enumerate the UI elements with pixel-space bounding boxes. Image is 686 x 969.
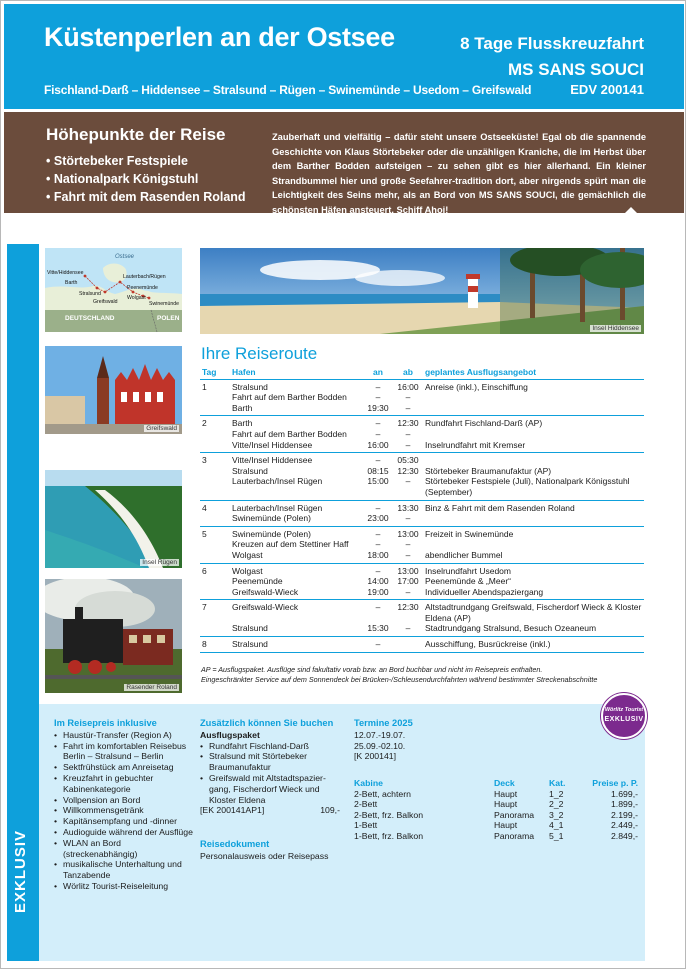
cabins-header-row [354,778,638,789]
cabin-price: 2.199,- [610,809,638,820]
route-row [200,550,644,563]
route-port: Lauterbach/Insel Rügen [230,476,363,500]
route-arrival: 23:00 [363,513,393,526]
route-row [200,476,644,500]
exklusiv-badge [601,693,647,739]
route-excursion [423,513,644,526]
route-day: 6 [202,565,207,576]
route-excursion: Individueller Abendspaziergang [423,587,644,600]
route-summary: Fischland-Darß – Hiddensee – Stralsund – Rügen – Swinemünde – Usedom – Greifswald [44,83,532,97]
route-excursion: Peenemünde & „Meer“ [425,576,511,587]
dates-code: [K 200141] [354,751,397,762]
list-item: • Willkommensgetränk [54,805,194,816]
route-row [200,600,644,624]
route-row [200,587,644,600]
route-row [200,453,644,466]
route-port: Swinemünde (Polen) [232,528,311,539]
col-header-preis: Preise p. P. [592,778,638,788]
route-excursion: Störtebeker Festspiele (Juli), Nationalpark Königsstuhl (September) [423,476,644,500]
route-port: Wolgast [230,550,363,563]
highlights-band [4,112,684,213]
chalk-cliffs-image [45,470,182,568]
route-arrival: – [363,637,393,653]
photo-rasender-roland [45,579,182,693]
col-header-ausflug: geplantes Ausflugsangebot [423,366,644,379]
col-header-kat: Kat. [549,778,566,788]
header-banner [4,4,684,109]
photo-caption: Rasender Roland [126,684,177,691]
route-departure [393,637,423,653]
list-item: • WLAN an Bord (streckenabhängig) [54,838,194,860]
route-excursion: Altstadtrundgang Greifswald, Fischerdorf Wieck & Kloster Eldena (AP) [425,602,642,623]
cabins-table [354,778,638,842]
cabin-category: 5_1 [549,830,564,841]
route-day: 1 [202,381,207,392]
route-row [200,563,644,576]
route-port: Greifswald-Wieck [232,602,299,613]
route-day: 3 [202,455,207,466]
route-departure: 05:30 [397,455,419,466]
map-label: Barth [65,280,78,286]
route-day: 4 [202,502,207,513]
route-excursion [423,429,644,440]
side-exklusiv-label: EXKLUSIV [12,829,29,913]
photo-greifswald [45,346,182,434]
route-arrival: – [375,428,381,439]
route-port: Vitte/Insel Hiddensee [232,455,313,466]
badge-label: EXKLUSIV [604,716,644,723]
col-header-kabine: Kabine [354,778,383,788]
map-label: Vitte/Hiddensee [47,270,84,276]
cabin-category: 3_2 [549,809,564,820]
route-arrival: – [375,392,381,403]
cabin-type: 1-Bett, frz. Balkon [354,830,424,841]
highlights-description: Zauberhaft und vielfältig – dafür steht unsere Ostseeküste! Egal ob die spannende Geschichte von Klaus Störtebeker oder die unzähligen Kraniche, die im Herbst über dem Barther Bodden aufsteigen – zu sehen gibt es hier allerhand. Ein kleiner Strandbummel hier und große Seefahrer-tradition dort, aber nirgends spürt man die Leichtigkeit des Seins mehr, als an Bord von MS SANS SOUCI, die gemächlich die schönsten Häfen ansteuert. Schiff Ahoi! [272,132,646,215]
cabin-deck: Panorama [494,830,535,841]
route-port: Stralsund [232,465,268,476]
list-item: • Rundfahrt Fischland-Darß [200,741,340,752]
list-item: • Kapitänsempfang und -dinner [54,816,194,827]
cabins-block [354,778,644,842]
notch-decoration [624,207,638,214]
badge-brand: Wörlitz Tourist [604,707,644,713]
cabin-price: 2.449,- [610,820,638,831]
route-departure: – [393,476,423,500]
route-arrival: – [375,602,381,613]
route-port: Barth [232,418,253,429]
route-port: Swinemünde (Polen) [230,513,363,526]
additional-code: [EK 200141AP1] [200,805,265,816]
list-item: • Kreuzfahrt in gebuchter Kabinenkategorie [54,773,194,795]
map-label: Wolgast [127,295,146,301]
additional-list [200,741,340,806]
town-hall-image [45,346,182,434]
route-departure: 12:30 [397,465,419,476]
cabin-row [354,820,638,831]
route-departure: 12:30 [397,602,419,613]
list-item: • Haustür-Transfer (Region A) [54,730,194,741]
additional-title: Zusätzlich können Sie buchen [200,718,334,728]
route-row [200,526,644,539]
cabin-row [354,831,638,842]
route-port: Stralsund [230,637,363,653]
route-port: Vitte/Insel Hiddensee [230,440,363,453]
route-port: Barth [230,403,363,416]
cabin-type: 2-Bett, achtern [354,788,411,799]
route-header-row [200,366,644,379]
cabin-price: 1.899,- [610,799,638,810]
cabin-deck: Haupt [494,820,518,831]
route-arrival: – [375,381,381,392]
documents-block [200,839,340,862]
route-excursion: Ausschiffung, Busrückreise (inkl.) [423,637,644,653]
route-footnotes [201,665,651,684]
footnote: Eingeschränkter Service auf dem Sonnendeck bei Brücken-/Schleusendurchfahrten während bestimmter Streckenabschnitte [201,674,598,684]
route-port: Greifswald-Wieck [230,587,363,600]
page-title: Küstenperlen an der Ostsee [44,22,395,52]
dates-block [354,718,454,762]
map-label: Stralsund [79,291,101,297]
route-row [200,539,644,550]
cabin-row [354,810,638,821]
map-label-sea: Ostsee [115,254,135,260]
route-row [200,576,644,587]
photo-caption: Insel Rügen [142,559,177,566]
route-departure: – [405,392,411,403]
cabin-price: 1.699,- [610,788,638,799]
route-row [200,513,644,526]
list-item: • Sektfrühstück am Anreisetag [54,762,194,773]
cabin-type: 2-Bett, frz. Balkon [354,809,424,820]
route-map [45,248,182,332]
route-arrival: 18:00 [363,550,393,563]
route-departure: – [393,513,423,526]
highlight-item: • Nationalpark Königstuhl [46,170,246,188]
route-excursion: Binz & Fahrt mit dem Rasenden Roland [425,502,575,513]
route-arrival: – [375,455,381,466]
route-excursion [423,453,644,466]
cabin-category: 2_2 [549,799,564,810]
map-label-country: DEUTSCHLAND [65,315,115,322]
cabin-price: 2.849,- [610,830,638,841]
highlights-list [46,152,246,206]
route-port: Wolgast [232,565,263,576]
route-day: 5 [202,528,207,539]
route-excursion [423,392,644,403]
route-arrival: 16:00 [363,440,393,453]
photo-caption: Greifswald [146,425,177,432]
cabin-row [354,789,638,800]
route-row [200,623,644,636]
photo-caption: Insel Hiddensee [592,325,639,332]
cabin-row [354,799,638,810]
route-excursion: abendlicher Bummel [423,550,644,563]
highlight-item: • Fahrt mit dem Rasenden Roland [46,188,246,206]
list-item: • Vollpension an Bord [54,795,194,806]
route-excursion: Freizeit in Swinemünde [425,528,514,539]
map-label: Peenemünde [127,285,158,291]
route-row [200,392,644,403]
date-item: 25.09.-02.10. [354,740,406,751]
inclusive-list [54,730,194,892]
route-departure: 12:30 [397,418,419,429]
list-item: • Fahrt im komfortablen Reisebus Berlin – Stralsund – Berlin [54,741,194,763]
route-row [200,500,644,513]
route-row [200,416,644,429]
route-arrival: 19:30 [363,403,393,416]
route-departure: 17:00 [397,576,419,587]
list-item: • Audioguide während der Ausflüge [54,827,194,838]
route-day: 7 [202,602,207,613]
list-item: • musikalische Unterhaltung und Tanzabende [54,859,194,881]
route-title: Ihre Reiseroute [201,344,318,363]
list-item: • Wörlitz Tourist-Reiseleitung [54,881,194,892]
route-row [200,429,644,440]
map-label: Greifswald [93,299,118,305]
route-excursion [423,539,644,550]
footnote: AP = Ausflugspaket. Ausflüge sind fakultativ vorab bzw. an Bord buchbar und nicht im Reisepreis enthalten. [201,665,543,674]
cabin-category: 4_1 [549,820,564,831]
additional-price-row [200,805,340,816]
route-row [200,379,644,392]
map-label: Swinemünde [149,301,179,307]
list-item: • Greifswald mit Altstadtspazier-gang, Fischerdorf Wieck und Kloster Eldena [200,773,340,805]
route-arrival: 15:30 [363,623,393,636]
col-header-tag: Tag [200,366,230,379]
route-arrival: 14:00 [367,576,389,587]
cabin-deck: Haupt [494,799,518,810]
route-row [200,466,644,477]
route-arrival: – [375,418,381,429]
steam-train-image [45,579,182,693]
inclusive-block [54,718,194,892]
route-row [200,440,644,453]
highlight-item: • Störtebeker Festspiele [46,152,246,170]
route-excursion [423,403,644,416]
route-excursion: Rundfahrt Fischland-Darß (AP) [425,418,543,429]
route-departure: 16:00 [397,381,419,392]
route-day: 2 [202,418,207,429]
route-departure: – [393,440,423,453]
col-header-an: an [363,366,393,379]
documents-title: Reisedokument [200,839,270,849]
ship-name: MS SANS SOUCI [507,60,644,79]
documents-text: Personalausweis oder Reisepass [200,850,329,861]
route-excursion: Stadtrundgang Stralsund, Besuch Ozeaneum [423,623,644,636]
additional-price: 109,- [320,805,340,816]
cabin-type: 2-Bett [354,799,378,810]
route-departure: – [393,623,423,636]
route-port: Stralsund [230,623,363,636]
route-arrival: 19:00 [363,587,393,600]
map-label: Lauterbach/Rügen [123,274,166,280]
beach-lighthouse-image [200,248,644,334]
route-port: Stralsund [232,381,268,392]
route-arrival: – [375,528,381,539]
route-arrival: – [375,502,381,513]
cabin-deck: Haupt [494,788,518,799]
col-header-ab: ab [393,366,423,379]
col-header-hafen: Hafen [230,366,363,379]
route-arrival: – [375,539,381,550]
route-excursion: Inselrundfahrt mit Kremser [423,440,644,453]
route-row [200,403,644,416]
cabin-type: 1-Bett [354,820,378,831]
route-departure: 13:00 [397,528,419,539]
cabin-deck: Panorama [494,809,535,820]
route-departure: – [405,539,411,550]
photo-ruegen [45,470,182,568]
route-departure: – [393,550,423,563]
route-arrival: 08:15 [367,465,389,476]
inclusive-title: Im Reisepreis inklusive [54,718,157,728]
route-departure: – [393,403,423,416]
cruise-type: 8 Tage Flusskreuzfahrt [460,34,644,53]
route-port: Fahrt auf dem Barther Bodden [232,392,347,403]
edv-code: EDV 200141 [570,82,644,97]
route-excursion: Inselrundfahrt Usedom [425,565,511,576]
additional-subtitle: Ausflugspaket [200,729,260,740]
route-departure: 13:00 [397,565,419,576]
route-table [200,366,644,653]
route-arrival: – [375,565,381,576]
route-departure: – [405,428,411,439]
route-departure: – [393,587,423,600]
highlights-title: Höhepunkte der Reise [46,125,226,144]
additional-block [200,718,340,816]
route-departure: 13:30 [397,502,419,513]
route-port: Lauterbach/Insel Rügen [232,502,323,513]
col-header-deck: Deck [494,778,515,788]
cabin-category: 1_2 [549,788,564,799]
dates-title: Termine 2025 [354,718,413,728]
map-label-country: POLEN [157,315,180,322]
route-excursion: Anreise (inkl.), Einschiffung [425,381,528,392]
route-day: 8 [200,637,230,653]
route-port: Fahrt auf dem Barther Bodden [232,428,347,439]
route-port: Peenemünde [232,576,283,587]
route-arrival: 15:00 [363,476,393,500]
route-row [200,637,644,653]
photo-hiddensee [200,248,644,334]
route-excursion: Störtebeker Braumanufaktur (AP) [425,465,552,476]
date-item: 12.07.-19.07. [354,729,406,740]
list-item: • Stralsund mit Störtebeker Braumanufaktur [200,751,340,773]
route-port: Kreuzen auf dem Stettiner Haff [232,539,349,550]
